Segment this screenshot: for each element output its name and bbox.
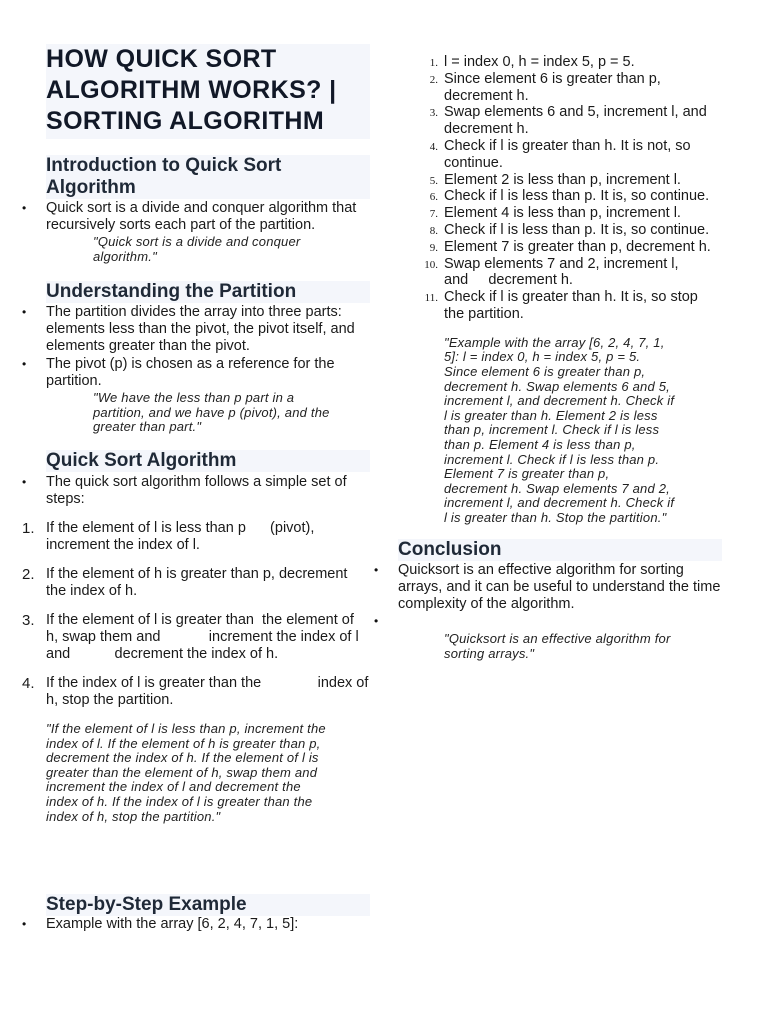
algorithm-heading: Quick Sort Algorithm [46,450,370,472]
example-heading: Step-by-Step Example [46,894,370,916]
partition-quote: "We have the less than p part in a partition, and we have p (pivot), and the greater than part." [93,390,330,435]
algorithm-step: 1. If the element of l is less than p (pivot), increment the index of l. [22,519,315,553]
example-step: 10. Swap elements 7 and 2, increment l, and decrement h. [424,255,679,289]
conclusion-heading: Conclusion [398,539,722,561]
conclusion-quote: "Quicksort is an effective algorithm for sorting arrays." [444,631,671,662]
example-step: 3. Swap elements 6 and 5, increment l, and decrement h. [429,104,707,138]
intro-heading: Introduction to Quick Sort Algorithm [46,155,370,199]
partition-bullet-2: • The pivot (p) is chosen as a reference for the partition. [46,356,370,390]
example-bullet: • Example with the array [6, 2, 4, 7, 1, 5]: [46,916,370,933]
example-step: 5. Element 2 is less than p, increment l. [429,171,681,188]
algorithm-step: 2. If the element of h is greater than p, decrement the index of h. [22,565,348,599]
example-step: 2. Since element 6 is greater than p, decrement h. [429,70,661,104]
algorithm-bullet: • The quick sort algorithm follows a simple set of steps: [46,474,370,508]
conclusion-empty-bullet [398,613,722,630]
left-column [22,44,370,933]
partition-list [46,304,370,390]
example-step: 6. Check if l is less than p. It is, so continue. [429,188,710,205]
right-column [398,54,722,662]
conclusion-bullet: • Quicksort is an effective algorithm for sorting arrays, and it can be useful to understand the time complexity of the algorithm. [398,562,722,613]
example-step: 7. Element 4 is less than p, increment l. [429,205,681,222]
algorithm-step: 3. If the element of l is greater than the element of h, swap them and increment the index of l and decrement the index of h. [22,611,359,662]
example-quote: "Example with the array [6, 2, 4, 7, 1, 5]: l = index 0, h = index 5, p = 5. Since element 6 is greater than p, decrement h. Swap elements 6 and 5, increment l, and decrement h. Check if l is greater than h. Element 2 is less than p, increment l. Check if l is less than p. Element 4 is less than p, increment l. Check if l is less than p. Element 7 is greater than p, decrement h. Swap elements 7 and 2, increment l, and decrement h. Check if l is greater than h. Stop the partition." [444,334,675,525]
example-step: 1. l = index 0, h = index 5, p = 5. [429,54,635,70]
partition-heading: Understanding the Partition [46,281,370,303]
example-steps [424,54,722,323]
example-step: 4. Check if l is greater than h. It is not, so continue. [429,137,691,171]
intro-bullet: • Quick sort is a divide and conquer algorithm that recursively sorts each part of the partition. [46,200,370,234]
partition-bullet-1: • The partition divides the array into three parts: elements less than the pivot, the pivot itself, and elements greater than the pivot. [46,304,370,355]
algorithm-steps [22,519,370,709]
example-step: 11. Check if l is greater than h. It is, so stop the partition. [424,289,698,322]
example-step: 9. Element 7 is greater than p, decrement h. [429,238,711,255]
algorithm-quote: "If the element of l is less than p, increment the index of l. If the element of h is greater than p, decrement the index of h. If the element of l is greater than the element of h, swap them and increment the index of l and decrement the index of h. If the index of l is greater than the index of h, stop the partition." [46,720,326,824]
intro-quote: "Quick sort is a divide and conquer algorithm." [93,234,301,264]
page-title: HOW QUICK SORT ALGORITHM WORKS? | SORTING ALGORITHM [46,44,370,139]
intro-list [46,200,370,234]
example-step: 8. Check if l is less than p. It is, so continue. [429,221,710,238]
algorithm-step: 4. If the index of l is greater than the index of h, stop the partition. [22,674,369,708]
example-list [46,916,370,933]
conclusion-list [398,562,722,630]
algorithm-list [46,474,370,508]
